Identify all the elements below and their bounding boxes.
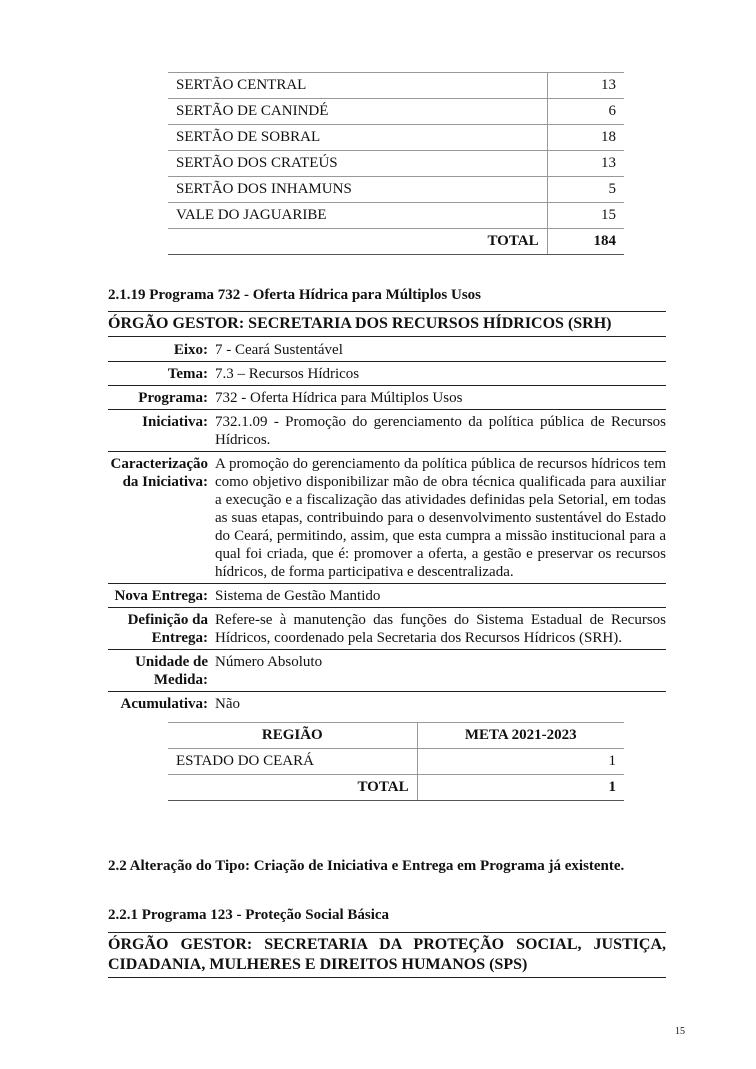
field-value: 732.1.09 - Promoção do gerenciamento da política pública de Recursos Hídricos. xyxy=(215,414,666,448)
total-label: TOTAL xyxy=(168,229,547,255)
region-value: 13 xyxy=(547,151,624,177)
table-row xyxy=(168,125,624,151)
orgao-line-1: ÓRGÃO GESTOR: SECRETARIA DA PROTEÇÃO SOCIAL, JUSTIÇA, xyxy=(108,936,666,953)
region-table xyxy=(168,72,624,255)
section-heading-2-2: 2.2 Alteração do Tipo: Criação de Iniciativa e Entrega em Programa já existente. xyxy=(108,858,625,874)
region-value: 15 xyxy=(547,203,624,229)
field-label: Unidade de Medida: xyxy=(135,654,208,688)
field-eixo xyxy=(108,338,666,362)
field-label: Tema: xyxy=(167,366,208,382)
orgao-line-2: CIDADANIA, MULHERES E DIREITOS HUMANOS (SPS) xyxy=(108,956,528,973)
orgao-gestor-srh: ÓRGÃO GESTOR: SECRETARIA DOS RECURSOS HÍDRICOS (SRH) xyxy=(108,311,666,337)
field-value: 732 - Oferta Hídrica para Múltiplos Usos xyxy=(215,390,463,406)
region-value: 18 xyxy=(547,125,624,151)
initiative-fields xyxy=(108,338,666,715)
table-row xyxy=(168,73,624,99)
total-row xyxy=(168,775,624,801)
orgao-gestor-sps xyxy=(108,932,666,978)
table-row xyxy=(168,203,624,229)
field-programa xyxy=(108,386,666,410)
field-acumulativa xyxy=(108,692,666,715)
region-value: 5 xyxy=(547,177,624,203)
field-label: Programa: xyxy=(138,390,208,406)
field-nova-entrega xyxy=(108,584,666,608)
table-row xyxy=(168,749,624,775)
table-header-row xyxy=(168,723,624,749)
header-region: REGIÃO xyxy=(168,723,417,749)
field-value: Não xyxy=(215,696,240,712)
section-heading-2-1-19: 2.1.19 Programa 732 - Oferta Hídrica para Múltiplos Usos xyxy=(108,287,482,303)
table-row xyxy=(168,151,624,177)
field-value: 7 - Ceará Sustentável xyxy=(215,342,343,358)
field-label: Caracterização da Iniciativa: xyxy=(110,456,208,490)
field-caracterizacao xyxy=(108,452,666,584)
field-unidade-medida xyxy=(108,650,666,692)
region-name: ESTADO DO CEARÁ xyxy=(168,749,417,775)
field-label: Nova Entrega: xyxy=(114,588,208,604)
field-value: Refere-se à manutenção das funções do Sistema Estadual de Recursos Hídricos, coordenado pela Secretaria dos Recursos Hídricos (SRH). xyxy=(215,612,666,646)
region-name: SERTÃO DOS INHAMUNS xyxy=(168,177,547,203)
field-label: Iniciativa: xyxy=(142,414,208,430)
field-label: Eixo: xyxy=(173,342,208,358)
field-label: Definição da Entrega: xyxy=(127,612,208,646)
region-value: 13 xyxy=(547,73,624,99)
region-name: VALE DO JAGUARIBE xyxy=(168,203,547,229)
total-value: 184 xyxy=(547,229,624,255)
field-iniciativa xyxy=(108,410,666,452)
field-definicao-entrega xyxy=(108,608,666,650)
region-value: 1 xyxy=(417,749,624,775)
total-label: TOTAL xyxy=(168,775,417,801)
region-name: SERTÃO CENTRAL xyxy=(168,73,547,99)
region-name: SERTÃO DOS CRATEÚS xyxy=(168,151,547,177)
region-value: 6 xyxy=(547,99,624,125)
field-value: Sistema de Gestão Mantido xyxy=(215,588,381,604)
region-name: SERTÃO DE CANINDÉ xyxy=(168,99,547,125)
meta-table xyxy=(168,722,624,801)
field-value: 7.3 – Recursos Hídricos xyxy=(215,366,360,382)
region-name: SERTÃO DE SOBRAL xyxy=(168,125,547,151)
table-row xyxy=(168,177,624,203)
field-value: A promoção do gerenciamento da política pública de recursos hídricos tem como objetivo disponibilizar mão de obra técnica qualificada para auxiliar a execução e a fiscalização das atividades definidas pela Setorial, em todas as suas etapas, contribuindo para o desenvolvimento sustentável do Estado do Ceará, permitindo, assim, que esta cumpra a missão institucional para a qual foi criada, que é: promover a oferta, a gestão e preservar os recursos hídricos, de forma participativa e descentralizada. xyxy=(215,456,666,580)
field-label: Acumulativa: xyxy=(120,696,208,712)
page-number: 15 xyxy=(675,1026,685,1037)
section-heading-2-2-1: 2.2.1 Programa 123 - Proteção Social Básica xyxy=(108,907,390,923)
header-meta: META 2021-2023 xyxy=(417,723,624,749)
total-row xyxy=(168,229,624,255)
total-value: 1 xyxy=(417,775,624,801)
field-tema xyxy=(108,362,666,386)
table-row xyxy=(168,99,624,125)
field-value: Número Absoluto xyxy=(215,654,323,670)
